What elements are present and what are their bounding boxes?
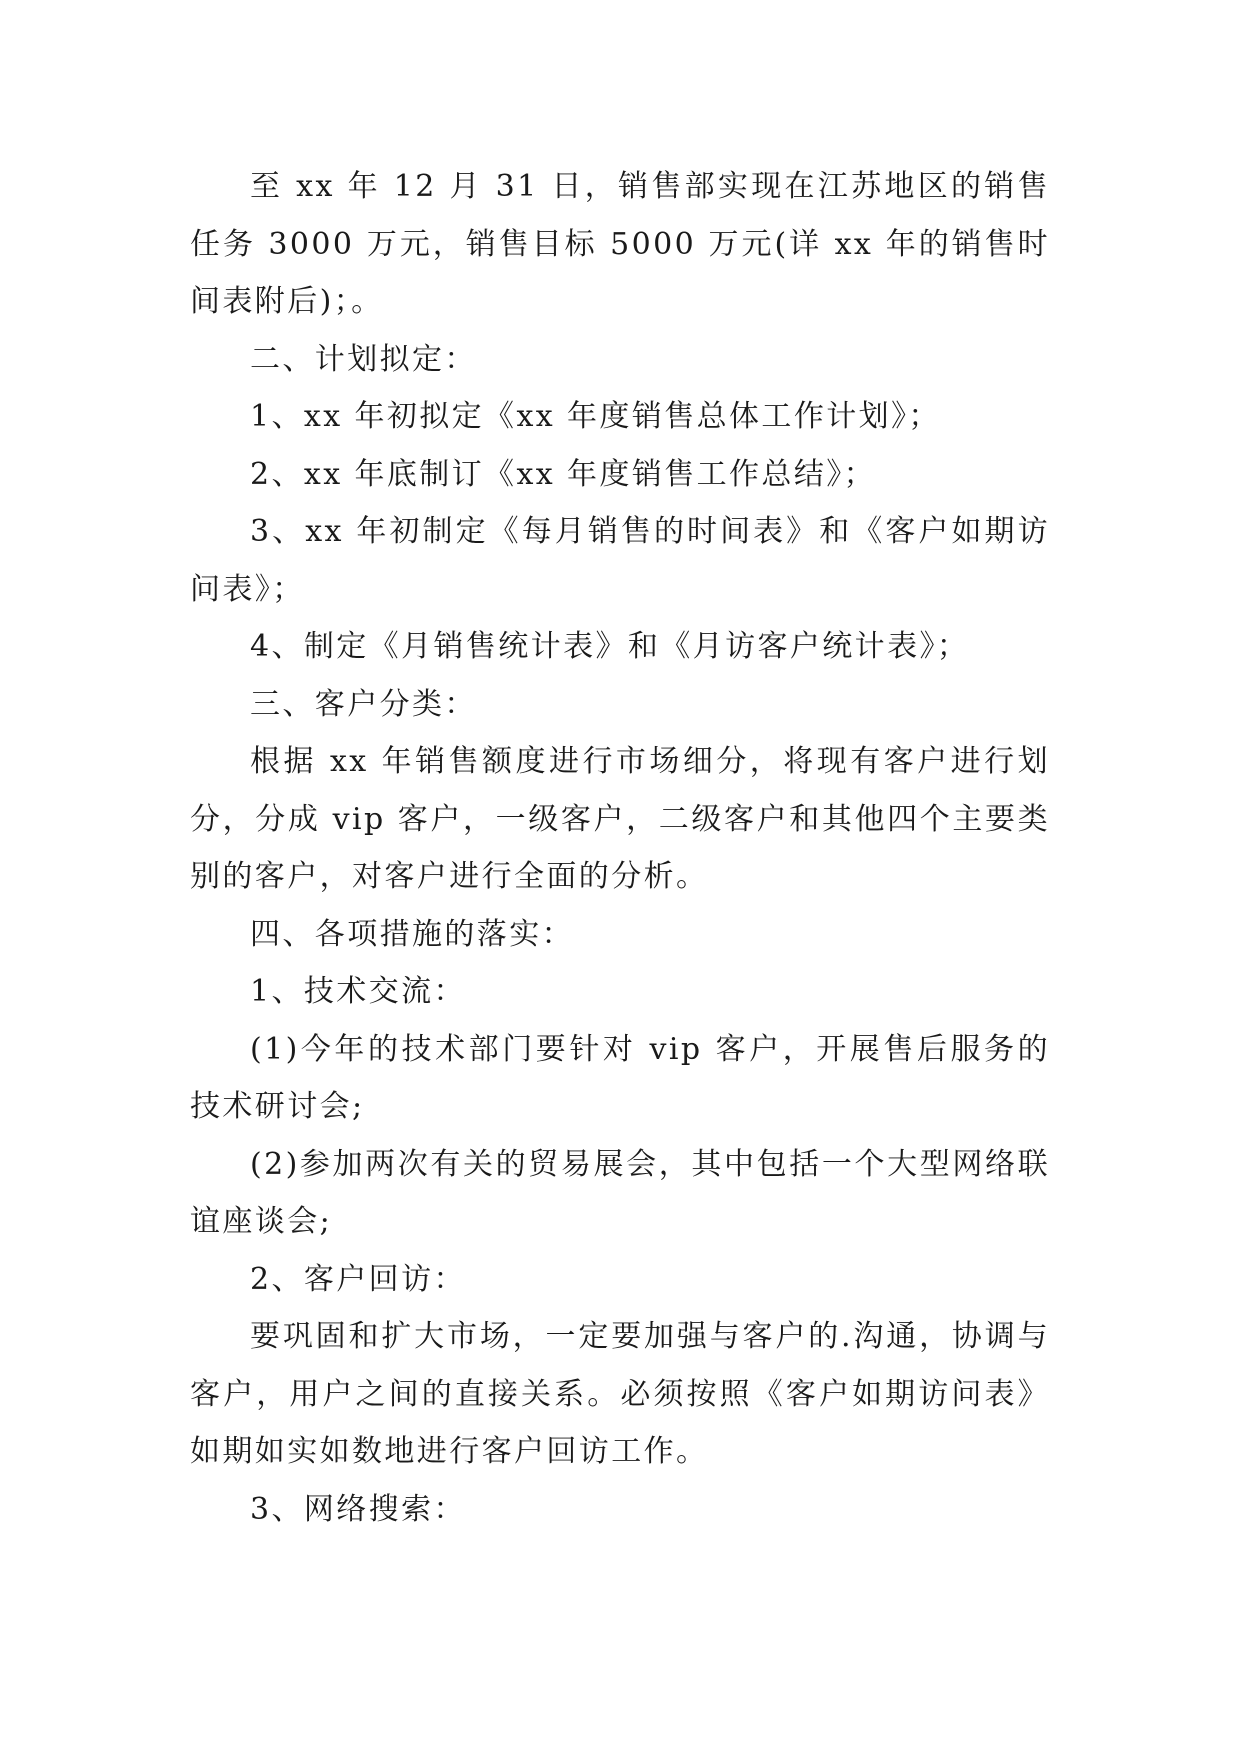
subheading-tech-exchange: 1、技术交流： bbox=[250, 974, 466, 1009]
subheading-web-search: 3、网络搜索： bbox=[250, 1491, 466, 1527]
heading-customer-classification: 三、客户分类： bbox=[250, 686, 477, 722]
list-item-plan-3: 3、xx 年初制定《每月销售的时间表》和《客户如期访问表》； bbox=[190, 514, 1050, 607]
list-item-plan-1: 1、xx 年初拟定《xx 年度销售总体工作计划》； bbox=[250, 399, 941, 434]
list-item-plan-2: 2、xx 年底制订《xx 年度销售工作总结》； bbox=[250, 456, 877, 492]
subheading-customer-visit: 2、客户回访： bbox=[250, 1261, 466, 1297]
list-item-tech-2: (2)参加两次有关的贸易展会，其中包括一个大型网络联谊座谈会; bbox=[190, 1146, 1050, 1239]
paragraph-customer-classification: 根据 xx 年销售额度进行市场细分，将现有客户进行划分，分成 vip 客户，一级客户，二级客户和其他四个主要类别的客户，对客户进行全面的分析。 bbox=[190, 744, 1050, 894]
list-item-plan-4: 4、制定《月销售统计表》和《月访客户统计表》； bbox=[250, 629, 970, 664]
heading-plan: 二、计划拟定： bbox=[250, 341, 477, 377]
heading-measures: 四、各项措施的落实： bbox=[250, 916, 574, 952]
document-body bbox=[190, 158, 1050, 1538]
list-item-tech-1: (1)今年的技术部门要针对 vip 客户，开展售后服务的技术研讨会; bbox=[190, 1031, 1050, 1124]
paragraph-sales-target: 至 xx 年 12 月 31 日，销售部实现在江苏地区的销售任务 3000 万元，销售目标 5000 万元(详 xx 年的销售时间表附后)；。 bbox=[190, 169, 1050, 319]
paragraph-customer-visit: 要巩固和扩大市场，一定要加强与客户的.沟通，协调与客户，用户之间的直接关系。必须按照《客户如期访问表》如期如实如数地进行客户回访工作。 bbox=[190, 1319, 1050, 1469]
